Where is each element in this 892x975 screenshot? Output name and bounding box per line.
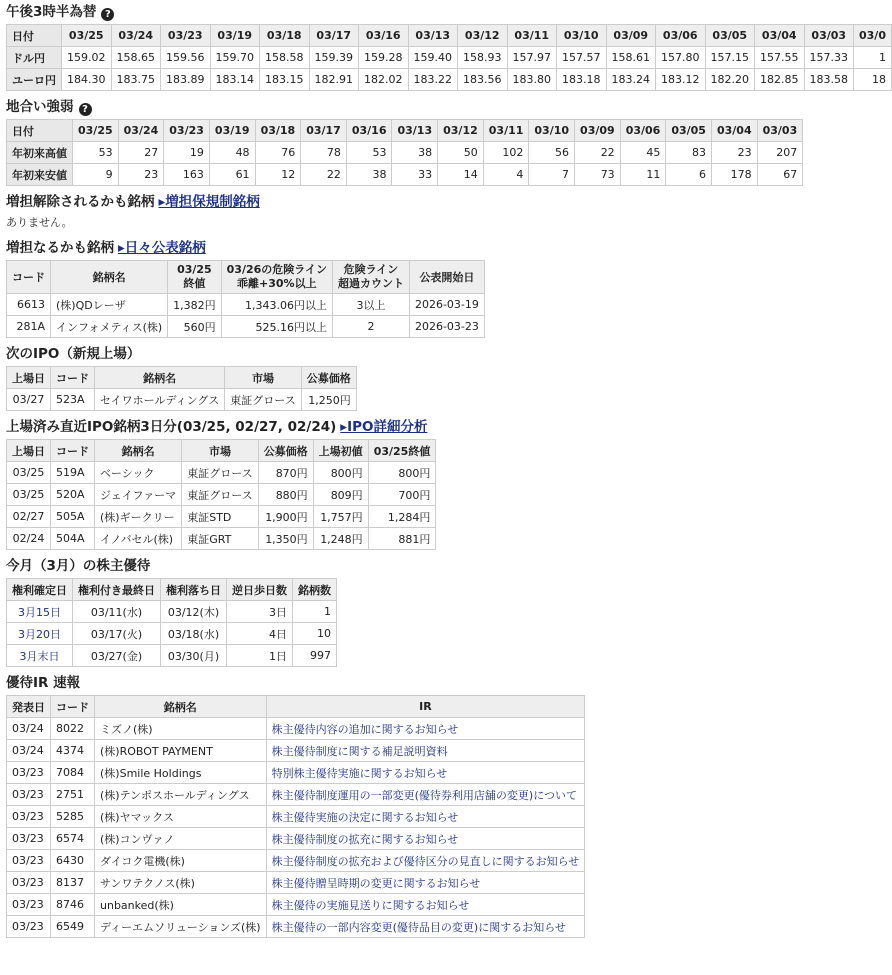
date-header-cell: 03/12 (458, 25, 508, 47)
value-cell: 76 (255, 142, 301, 164)
table-row (7, 916, 585, 938)
value-cell: 22 (575, 142, 621, 164)
table-cell: 519A (51, 462, 95, 484)
table-cell: ダイコク電機(株) (95, 850, 267, 872)
table-cell: 4日 (227, 623, 293, 645)
date-header-cell: 03/04 (711, 120, 757, 142)
value-cell: 183.22 (408, 69, 458, 91)
recent-ipo-title: 上場済み直近IPO銘柄3日分(03/25, 02/27, 02/24) (6, 419, 337, 435)
table-cell: 1日 (227, 645, 293, 667)
date-header-cell: 03/17 (309, 25, 359, 47)
value-cell: 23 (118, 164, 164, 186)
value-cell: 159.39 (309, 47, 359, 69)
table-row (7, 164, 803, 186)
value-cell: 207 (757, 142, 803, 164)
strength-section-title (6, 95, 747, 119)
date-header-cell: 03/18 (260, 25, 310, 47)
table-cell: 1,250円 (301, 389, 356, 411)
value-cell: 38 (346, 164, 392, 186)
column-header: 銘柄数 (293, 579, 337, 601)
table-cell: ディーエムソリューションズ(株) (95, 916, 267, 938)
table-cell: 560円 (168, 316, 222, 338)
column-header: 上場日 (7, 440, 51, 462)
value-cell: 9 (73, 164, 119, 186)
table-cell: (株)ヤマックス (95, 806, 267, 828)
value-cell: 182.85 (755, 69, 805, 91)
table-row (7, 601, 337, 623)
date-header-cell: 03/19 (209, 120, 255, 142)
margin-release-title: 増担解除されるかも銘柄 (6, 194, 155, 210)
table-cell: 8746 (51, 894, 95, 916)
ipo-analysis-link[interactable]: ▸IPO詳細分析 (340, 419, 428, 435)
value-cell: 183.24 (606, 69, 656, 91)
column-header: 銘柄名 (95, 367, 225, 389)
table-cell: 03/27 (7, 389, 51, 411)
margin-add-section-title (6, 236, 747, 260)
date-header-cell: 03/09 (606, 25, 656, 47)
table-cell: 3日 (227, 601, 293, 623)
value-cell: 157.15 (705, 47, 755, 69)
table-cell: 700円 (368, 484, 436, 506)
table-cell: 881円 (368, 528, 436, 550)
column-header: 権利確定日 (7, 579, 73, 601)
table-cell: 03/23 (7, 894, 51, 916)
table-row (7, 645, 337, 667)
value-cell: 159.40 (408, 47, 458, 69)
column-header: 銘柄名 (95, 440, 182, 462)
date-header-cell: 03/05 (666, 120, 712, 142)
margin-add-link[interactable]: ▸日々公表銘柄 (118, 240, 206, 256)
table-cell: (株)コンヴァノ (95, 828, 267, 850)
table-cell: 03/23 (7, 784, 51, 806)
row-label: 年初来高値 (7, 142, 73, 164)
column-header: 発表日 (7, 696, 51, 718)
table-row (7, 762, 585, 784)
fx-table (6, 24, 892, 91)
date-header-cell: 03/16 (359, 25, 409, 47)
link-cell[interactable]: 株主優待制度の拡充に関するお知らせ (266, 828, 585, 850)
table-cell: 1,900円 (258, 506, 313, 528)
margin-release-section-title (6, 190, 747, 214)
table-cell: (株)ギークリー (95, 506, 182, 528)
date-header-cell: 03/03 (804, 25, 854, 47)
value-cell: 11 (620, 164, 666, 186)
link-cell[interactable]: 3月20日 (7, 623, 73, 645)
value-cell: 1 (854, 47, 892, 69)
date-header-cell: 03/13 (408, 25, 458, 47)
table-cell: インフォメティス(株) (51, 316, 168, 338)
table-row (7, 784, 585, 806)
yutai-table (6, 578, 337, 667)
date-header-cell: 03/25 (62, 25, 112, 47)
value-cell: 4 (483, 164, 529, 186)
value-cell: 158.93 (458, 47, 508, 69)
table-cell: (株)ROBOT PAYMENT (95, 740, 267, 762)
help-icon[interactable]: ? (79, 103, 92, 116)
fx-section-title (6, 0, 747, 24)
value-cell: 18 (854, 69, 892, 91)
table-cell: 870円 (258, 462, 313, 484)
value-cell: 56 (529, 142, 575, 164)
table-cell: セイワホールディングス (95, 389, 225, 411)
table-cell: 6549 (51, 916, 95, 938)
table-row (7, 718, 585, 740)
table-row (7, 316, 485, 338)
date-header-cell: 03/04 (755, 25, 805, 47)
date-header-cell: 03/10 (557, 25, 607, 47)
date-header-cell: 03/05 (705, 25, 755, 47)
next-ipo-table (6, 366, 357, 411)
table-row (7, 506, 436, 528)
table-cell: 1,757円 (313, 506, 368, 528)
table-cell: ジェイファーマ (95, 484, 182, 506)
table-cell: 5285 (51, 806, 95, 828)
table-row (7, 850, 585, 872)
column-header: コード (51, 440, 95, 462)
margin-add-table (6, 260, 485, 338)
value-cell: 182.02 (359, 69, 409, 91)
value-cell: 48 (209, 142, 255, 164)
table-cell: 2751 (51, 784, 95, 806)
ir-table (6, 695, 585, 938)
header-cell: 日付 (7, 120, 73, 142)
value-cell: 159.02 (62, 47, 112, 69)
table-cell: 02/24 (7, 528, 51, 550)
table-cell: unbanked(株) (95, 894, 267, 916)
yutai-title: 今月（3月）の株主優待 (6, 558, 151, 574)
value-cell: 183.75 (111, 69, 161, 91)
table-cell: 8137 (51, 872, 95, 894)
value-cell: 183.18 (557, 69, 607, 91)
table-cell: 03/23 (7, 850, 51, 872)
link-cell[interactable]: 株主優待の実施見送りに関するお知らせ (266, 894, 585, 916)
table-cell: 2026-03-23 (409, 316, 484, 338)
table-cell: 03/11(水) (73, 601, 161, 623)
ir-title: 優待IR 速報 (6, 675, 81, 691)
strength-table (6, 119, 803, 186)
column-header: 上場初値 (313, 440, 368, 462)
column-header: 公募価格 (301, 367, 356, 389)
date-header-cell: 03/24 (118, 120, 164, 142)
date-header-cell: 03/17 (301, 120, 347, 142)
value-cell: 183.56 (458, 69, 508, 91)
table-row (7, 828, 585, 850)
table-cell: 1,350円 (258, 528, 313, 550)
value-cell: 158.61 (606, 47, 656, 69)
value-cell: 183.58 (804, 69, 854, 91)
table-cell: イノバセル(株) (95, 528, 182, 550)
value-cell: 83 (666, 142, 712, 164)
table-cell: 03/23 (7, 916, 51, 938)
value-cell: 38 (392, 142, 438, 164)
link-cell[interactable]: 株主優待制度の拡充および優待区分の見直しに関するお知らせ (266, 850, 585, 872)
table-cell: 03/30(月) (161, 645, 227, 667)
value-cell: 73 (575, 164, 621, 186)
column-header: IR (266, 696, 585, 718)
date-header-cell: 03/24 (111, 25, 161, 47)
link-cell[interactable]: 株主優待内容の追加に関するお知らせ (266, 718, 585, 740)
value-cell: 45 (620, 142, 666, 164)
table-cell: (株)テンポスホールディングス (95, 784, 267, 806)
table-row (7, 528, 436, 550)
table-row (7, 389, 357, 411)
column-header: 公表開始日 (409, 261, 484, 294)
date-header-cell: 03/06 (656, 25, 706, 47)
table-cell: 02/27 (7, 506, 51, 528)
value-cell: 178 (711, 164, 757, 186)
table-cell: 880円 (258, 484, 313, 506)
table-cell: 03/23 (7, 872, 51, 894)
table-cell: 03/17(火) (73, 623, 161, 645)
column-header: 公募価格 (258, 440, 313, 462)
table-cell: 東証グロース (182, 484, 258, 506)
table-row (7, 47, 892, 69)
value-cell: 183.80 (507, 69, 557, 91)
column-header: 03/25終値 (368, 440, 436, 462)
column-header: 権利付き最終日 (73, 579, 161, 601)
table-cell: ベーシック (95, 462, 182, 484)
table-cell: 03/18(水) (161, 623, 227, 645)
value-cell: 50 (438, 142, 484, 164)
table-cell: 東証STD (182, 506, 258, 528)
link-cell[interactable]: 株主優待贈呈時期の変更に関するお知らせ (266, 872, 585, 894)
date-header-cell: 03/19 (210, 25, 260, 47)
table-row (7, 872, 585, 894)
value-cell: 78 (301, 142, 347, 164)
table-cell: 504A (51, 528, 95, 550)
value-cell: 183.89 (161, 69, 211, 91)
column-header: 03/26の危険ライン 乖離+30%以上 (221, 261, 332, 294)
table-cell: 1,248円 (313, 528, 368, 550)
column-header: 権利落ち日 (161, 579, 227, 601)
table-cell: 03/12(木) (161, 601, 227, 623)
table-cell: 1,382円 (168, 294, 222, 316)
column-header: 銘柄名 (51, 261, 168, 294)
table-cell: 6430 (51, 850, 95, 872)
table-cell: 1 (293, 601, 337, 623)
date-header-cell: 03/25 (73, 120, 119, 142)
table-cell: 東証グロース (225, 389, 301, 411)
table-cell: ミズノ(株) (95, 718, 267, 740)
value-cell: 67 (757, 164, 803, 186)
row-label: ドル円 (7, 47, 62, 69)
help-icon[interactable]: ? (101, 8, 114, 21)
table-cell: 2 (332, 316, 409, 338)
date-header-cell: 03/23 (164, 120, 210, 142)
column-header: 市場 (182, 440, 258, 462)
date-header-cell: 03/0 (854, 25, 892, 47)
table-cell: 3以上 (332, 294, 409, 316)
value-cell: 183.12 (656, 69, 706, 91)
row-label: ユーロ円 (7, 69, 62, 91)
date-header-cell: 03/23 (161, 25, 211, 47)
table-cell: 03/23 (7, 762, 51, 784)
table-cell: 525.16円以上 (221, 316, 332, 338)
date-header-cell: 03/18 (255, 120, 301, 142)
ir-section-title (6, 671, 747, 695)
link-cell[interactable]: 3月末日 (7, 645, 73, 667)
value-cell: 6 (666, 164, 712, 186)
table-cell: サンワテクノス(株) (95, 872, 267, 894)
recent-ipo-section-title (6, 415, 747, 439)
table-row (7, 462, 436, 484)
link-cell[interactable]: 株主優待制度に関する補足説明資料 (266, 740, 585, 762)
value-cell: 159.28 (359, 47, 409, 69)
value-cell: 33 (392, 164, 438, 186)
table-row (7, 294, 485, 316)
next-ipo-section-title (6, 342, 747, 366)
value-cell: 183.15 (260, 69, 310, 91)
value-cell: 19 (164, 142, 210, 164)
date-header-cell: 03/11 (507, 25, 557, 47)
table-cell: 1,284円 (368, 506, 436, 528)
value-cell: 53 (346, 142, 392, 164)
table-cell: 809円 (313, 484, 368, 506)
fx-table-container (6, 24, 886, 91)
table-cell: (株)Smile Holdings (95, 762, 267, 784)
strength-title: 地合い強弱 (6, 99, 74, 115)
date-header-cell: 03/13 (392, 120, 438, 142)
value-cell: 158.65 (111, 47, 161, 69)
value-cell: 159.70 (210, 47, 260, 69)
value-cell: 159.56 (161, 47, 211, 69)
date-header-cell: 03/10 (529, 120, 575, 142)
date-header-cell: 03/03 (757, 120, 803, 142)
value-cell: 102 (483, 142, 529, 164)
link-cell[interactable]: 株主優待の一部内容変更(優待品目の変更)に関するお知らせ (266, 916, 585, 938)
table-cell: 520A (51, 484, 95, 506)
table-row (7, 806, 585, 828)
table-cell: 800円 (313, 462, 368, 484)
table-cell: 7084 (51, 762, 95, 784)
value-cell: 158.58 (260, 47, 310, 69)
row-label: 年初来安値 (7, 164, 73, 186)
value-cell: 157.80 (656, 47, 706, 69)
value-cell: 163 (164, 164, 210, 186)
value-cell: 14 (438, 164, 484, 186)
value-cell: 7 (529, 164, 575, 186)
yutai-section-title (6, 554, 747, 578)
table-cell: 03/25 (7, 462, 51, 484)
value-cell: 182.91 (309, 69, 359, 91)
date-header-cell: 03/09 (575, 120, 621, 142)
table-cell: 6613 (7, 294, 51, 316)
column-header: コード (7, 261, 51, 294)
table-cell: 10 (293, 623, 337, 645)
value-cell: 184.30 (62, 69, 112, 91)
table-cell: 東証GRT (182, 528, 258, 550)
column-header: 03/25 終値 (168, 261, 222, 294)
table-cell: 4374 (51, 740, 95, 762)
value-cell: 22 (301, 164, 347, 186)
value-cell: 61 (209, 164, 255, 186)
value-cell: 53 (73, 142, 119, 164)
fx-title: 午後3時半為替 (6, 4, 97, 20)
link-cell[interactable]: 特別株主優待実施に関するお知らせ (266, 762, 585, 784)
column-header: 危険ライン 超過カウント (332, 261, 409, 294)
table-cell: 03/27(金) (73, 645, 161, 667)
table-row (7, 484, 436, 506)
value-cell: 12 (255, 164, 301, 186)
date-header-cell: 03/16 (346, 120, 392, 142)
table-row (7, 740, 585, 762)
date-header-cell: 03/11 (483, 120, 529, 142)
value-cell: 182.20 (705, 69, 755, 91)
margin-add-title: 増担なるかも銘柄 (6, 240, 114, 256)
link-cell[interactable]: 株主優待実施の決定に関するお知らせ (266, 806, 585, 828)
link-cell[interactable]: 株主優待制度運用の一部変更(優待券利用店舗の変更)について (266, 784, 585, 806)
table-cell: 523A (51, 389, 95, 411)
value-cell: 157.55 (755, 47, 805, 69)
table-cell: 2026-03-19 (409, 294, 484, 316)
value-cell: 157.57 (557, 47, 607, 69)
column-header: コード (51, 696, 95, 718)
table-cell: 800円 (368, 462, 436, 484)
value-cell: 23 (711, 142, 757, 164)
table-cell: 8022 (51, 718, 95, 740)
table-cell: 1,343.06円以上 (221, 294, 332, 316)
column-header: 市場 (225, 367, 301, 389)
header-cell: 日付 (7, 25, 62, 47)
next-ipo-title: 次のIPO（新規上場） (6, 346, 141, 362)
table-row (7, 69, 892, 91)
table-cell: (株)QDレーザ (51, 294, 168, 316)
recent-ipo-table (6, 439, 436, 550)
link-cell[interactable]: 3月15日 (7, 601, 73, 623)
table-cell: 東証グロース (182, 462, 258, 484)
date-header-cell: 03/06 (620, 120, 666, 142)
value-cell: 157.33 (804, 47, 854, 69)
table-cell: 03/24 (7, 740, 51, 762)
table-cell: 281A (7, 316, 51, 338)
column-header: 上場日 (7, 367, 51, 389)
table-cell: 997 (293, 645, 337, 667)
value-cell: 157.97 (507, 47, 557, 69)
table-row (7, 142, 803, 164)
table-row (7, 623, 337, 645)
column-header: コード (51, 367, 95, 389)
column-header: 銘柄名 (95, 696, 267, 718)
table-row (7, 894, 585, 916)
date-header-cell: 03/12 (438, 120, 484, 142)
value-cell: 27 (118, 142, 164, 164)
table-cell: 03/23 (7, 806, 51, 828)
table-cell: 6574 (51, 828, 95, 850)
table-cell: 505A (51, 506, 95, 528)
margin-release-link[interactable]: ▸増担保規制銘柄 (158, 194, 260, 210)
table-cell: 03/24 (7, 718, 51, 740)
margin-release-note: ありません。 (6, 216, 73, 229)
column-header: 逆日歩日数 (227, 579, 293, 601)
strength-table-container (6, 119, 798, 186)
value-cell: 183.14 (210, 69, 260, 91)
table-cell: 03/25 (7, 484, 51, 506)
table-cell: 03/23 (7, 828, 51, 850)
